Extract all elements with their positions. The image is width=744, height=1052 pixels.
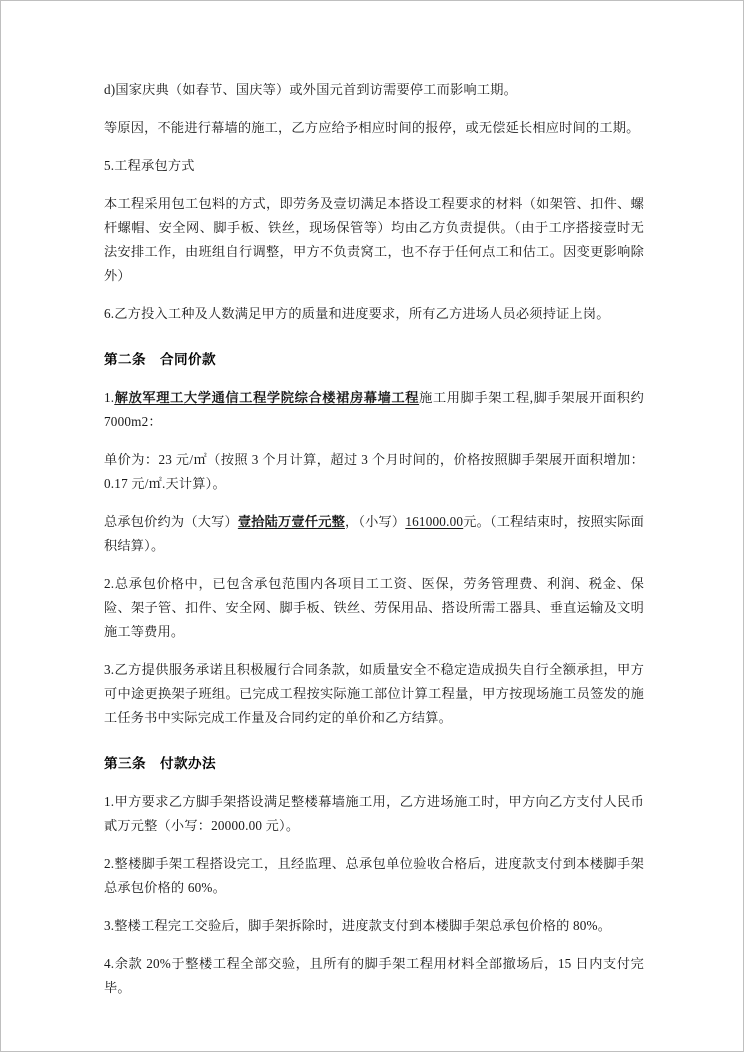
paragraph: 3.整楼工程完工交验后，脚手架拆除时，进度款支付到本楼脚手架总承包价格的 80%。	[104, 918, 612, 934]
paragraph-unit-price: 单价为：23 元/㎡（按照 3 个月计算，超过 3 个月时间的，价格按照脚手架展开面积增加：0.17 元/㎡.天计算）。	[104, 452, 644, 492]
paragraph: 本工程采用包工包料的方式，即劳务及壹切满足本搭设工程要求的材料（如架管、扣件、螺杆螺帽、安全网、脚手板、铁丝，现场保管等）均由乙方负责提供。（由于工序搭接壹时无法安排工作，由班组自行调整，甲方不负责窝工，也不存于任何点工和估工。因变更影响除外）	[104, 196, 644, 284]
document-content	[104, 78, 644, 1014]
paragraph: d)国家庆典（如春节、国庆等）或外国元首到访需要停工而影响工期。	[104, 82, 518, 97]
total-price-number: 161000.00	[405, 514, 464, 530]
project-name-emphasis: 解放军理工大学通信工程学院综合楼裙房幕墙工程	[114, 390, 420, 406]
section-heading-2	[104, 348, 644, 368]
paragraph: 4.余款 20%于整楼工程全部交验，且所有的脚手架工程用材料全部撤场后，15 日内支付完毕。	[104, 956, 644, 996]
paragraph: 6.乙方投入工种及人数满足甲方的质量和进度要求，所有乙方进场人员必须持证上岗。	[104, 306, 610, 322]
paragraph-prefix: 1.	[104, 390, 115, 406]
paragraph: 2.总承包价格中，已包含承包范围内各项目工工资、医保，劳务管理费、利润、税金、保险、架子管、扣件、安全网、脚手板、铁丝、劳保用品、搭设所需工器具、垂直运输及文明施工等费用。	[104, 576, 644, 640]
total-price-suffix: 元。（工程结束时，按照实际面积结算）。	[104, 514, 645, 554]
paragraph: 3.乙方提供服务承诺且积极履行合同条款，如质量安全不稳定造成损失自行全额承担，甲方可中途更换架子班组。已完成工程按实际施工部位计算工程量，甲方按现场施工员签发的施工任务书中实际完成工作量及合同约定的单价和乙方结算。	[104, 662, 644, 726]
total-price-prefix: 总承包价约为（大写）	[104, 514, 238, 530]
heading-number: 第三条	[104, 756, 146, 772]
paragraph-contract-scope	[104, 386, 644, 434]
total-price-mid: ，（小写）	[344, 514, 406, 530]
paragraph: 2.整楼脚手架工程搭设完工，且经监理、总承包单位验收合格后，进度款支付到本楼脚手架总承包价格的 60%。	[104, 856, 644, 896]
section-heading-3	[104, 752, 644, 772]
heading-title: 合同价款	[159, 352, 216, 368]
paragraph-total-price	[104, 510, 644, 558]
paragraph: 5.工程承包方式	[104, 158, 195, 174]
paragraph-rest: 施工用脚手架工程,脚手架展开面积约7000m2：	[104, 390, 644, 430]
heading-title: 付款办法	[159, 756, 216, 772]
paragraph: 等原因，不能进行幕墙的施工，乙方应给予相应时间的报停，或无偿延长相应时间的工期。	[104, 120, 640, 136]
heading-number: 第二条	[104, 352, 146, 368]
total-price-chinese: 壹拾陆万壹仟元整	[237, 514, 345, 530]
paragraph: 1.甲方要求乙方脚手架搭设满足整楼幕墙施工用，乙方进场施工时，甲方向乙方支付人民币貳万元整（小写：20000.00 元）。	[104, 794, 644, 834]
